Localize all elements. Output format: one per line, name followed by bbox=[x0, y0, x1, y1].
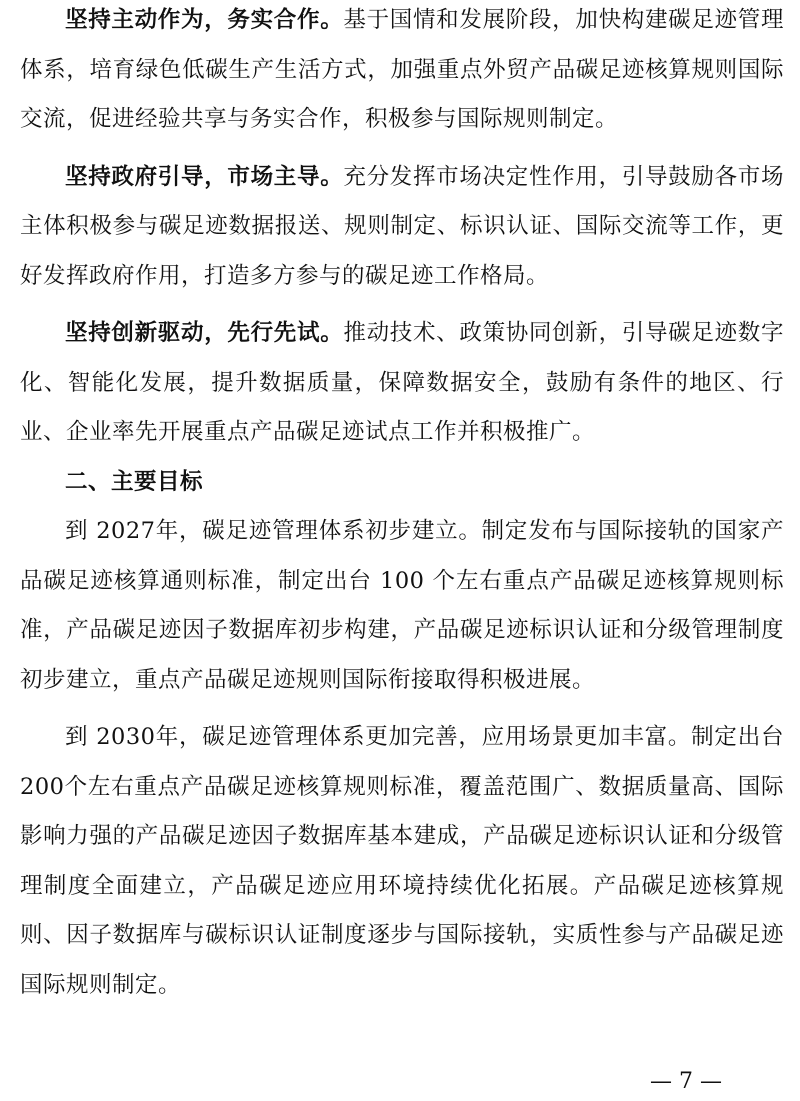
goal-paragraph-2030: 到 2030年，碳足迹管理体系更加完善，应用场景更加丰富。制定出台 200个左右重点产品碳足迹核算规则标准，覆盖范围广、数据质量高、国际影响力强的产品碳足迹因子数据库基本建成，产品碳足迹标识认证和分级管理制度全面建立，产品碳足迹应用环境持续优化拓展。产品碳足迹核算规则、因子数据库与碳标识认证制度逐步与国际接轨，实质性参与产品碳足迹国际规则制定。 bbox=[20, 724, 784, 998]
principle-text-3: 推动技术、政策协同创新，引导碳足迹数字化、智能化发展，提升数据质量，保障数据安全，鼓励有条件的地区、行业、企业率先开展重点产品碳足迹试点工作并积极推广。 bbox=[20, 320, 784, 445]
section-heading: 二、主要目标 bbox=[65, 468, 204, 495]
paragraph-gap bbox=[20, 705, 784, 713]
principle-text-1: 基于国情和发展阶段，加快构建碳足迹管理体系，培育绿色低碳生产生活方式，加强重点外贸产品碳足迹核算规则国际交流，促进经验共享与务实合作，积极参与国际规则制定。 bbox=[20, 7, 784, 132]
principle-lead-3: 坚持创新驱动，先行先试。 bbox=[65, 320, 344, 346]
paragraph-gap bbox=[20, 145, 784, 153]
document-page bbox=[20, 0, 784, 1010]
principle-paragraph-2 bbox=[20, 153, 784, 302]
principle-paragraph-1 bbox=[20, 0, 784, 145]
principle-paragraph-3 bbox=[20, 309, 784, 458]
paragraph-gap bbox=[20, 301, 784, 309]
principle-lead-1: 坚持主动作为，务实合作。 bbox=[65, 7, 344, 33]
principle-text-2: 充分发挥市场决定性作用，引导鼓励各市场主体积极参与碳足迹数据报送、规则制定、标识认证、国际交流等工作，更好发挥政府作用，打造多方参与的碳足迹工作格局。 bbox=[20, 163, 784, 289]
page-number: — 7 — bbox=[650, 1069, 722, 1094]
principle-lead-2: 坚持政府引导，市场主导。 bbox=[65, 163, 344, 190]
goal-paragraph-2027: 到 2027年，碳足迹管理体系初步建立。制定发布与国际接轨的国家产品碳足迹核算通则标准，制定出台 100 个左右重点产品碳足迹核算规则标准，产品碳足迹因子数据库初步构建，产品碳足迹标识认证和分级管理制度初步建立，重点产品碳足迹规则国际衔接取得积极进展。 bbox=[20, 518, 784, 693]
